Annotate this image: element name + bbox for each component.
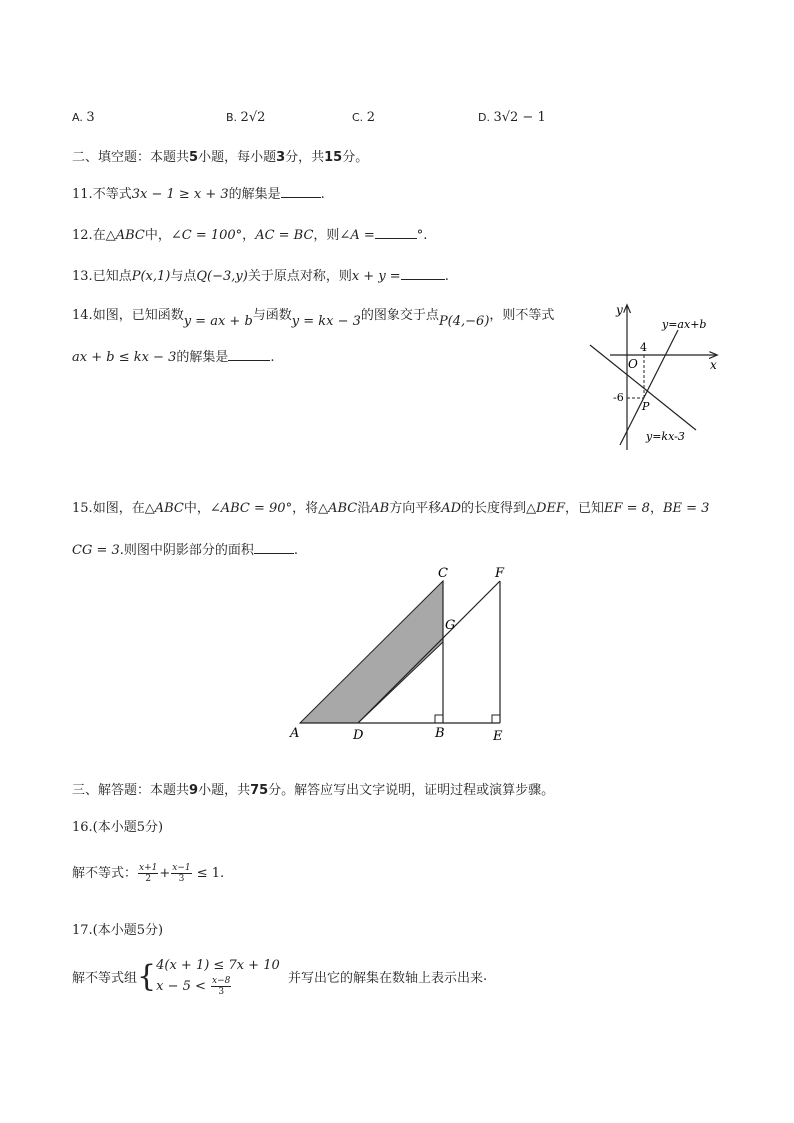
line-ax-plus-b <box>620 330 678 445</box>
question-15-line-2: CG = 3.则图中阴影部分的面积 . <box>72 539 298 558</box>
question-16: 解不等式： $\frac{x+1}{2}$ + $\frac{x-1}{3}$ ≤ 1. <box>72 863 225 884</box>
label-f: F <box>495 566 505 581</box>
option-d: D. 3√2 − 1 <box>478 110 546 125</box>
question-17-header: 17.(本小题5分) <box>72 923 164 938</box>
fraction-1: $\frac{x+1}{2}$ <box>139 863 158 884</box>
label-a: A <box>290 726 300 741</box>
option-a: A. 3 <box>72 110 95 125</box>
right-angle-b <box>435 715 443 723</box>
section-2-heading: 二、填空题：本题共5小题，每小题3分，共15分。 <box>72 150 369 165</box>
label-g: G <box>445 618 456 633</box>
fraction-3: $\frac{x-8}{3}$ <box>212 976 231 997</box>
graph-tick-y: -6 <box>613 391 624 404</box>
line-kx-minus-3 <box>590 345 696 430</box>
question-15-line-1: 15.如图，在△ABC中，∠ABC = 90°，将△ABC沿AB方向平移AD的长度得到△DEF，已知EF = 8，BE = 3 <box>72 501 710 516</box>
label-d: D <box>353 728 364 743</box>
graph-point-label: P <box>642 400 650 413</box>
answer-blank <box>228 347 270 361</box>
graph-line1-label: y=ax+b <box>662 318 707 331</box>
label-c: C <box>438 566 448 581</box>
shaded-region <box>300 581 443 723</box>
answer-blank <box>401 266 445 280</box>
question-14-line-2: ax + b ≤ kx − 3的解集是 . <box>72 346 275 365</box>
question-13: 13.已知点P(x,1)与点Q(−3,y)关于原点对称，则x + y = . <box>72 265 449 284</box>
answer-blank <box>281 184 321 198</box>
graph-origin-label: O <box>628 357 638 371</box>
system-brace: { <box>137 958 157 994</box>
graph-line2-label: y=kx-3 <box>646 430 685 443</box>
question-12: 12.在△ABC中，∠C = 100°，AC = BC，则∠A = °. <box>72 224 427 243</box>
question-16-header: 16.(本小题5分) <box>72 820 164 835</box>
graph-x-label: x <box>710 358 717 372</box>
section-3-heading: 三、解答题：本题共9小题，共75分。解答应写出文字说明，证明过程或演算步骤。 <box>72 783 555 798</box>
fraction-2: $\frac{x-1}{3}$ <box>172 863 191 884</box>
answer-blank <box>375 225 417 239</box>
question-11: 11.不等式3x − 1 ≥ x + 3的解集是 . <box>72 183 325 202</box>
question-14-graph <box>580 300 730 460</box>
label-e: E <box>493 729 503 744</box>
label-b: B <box>435 726 445 741</box>
inequality-system: 4(x + 1) ≤ 7x + 10 x − 5 < $\frac{x-8}{3}$ <box>156 958 280 997</box>
answer-blank <box>254 540 294 554</box>
right-angle-e <box>492 715 500 723</box>
graph-y-label: y <box>616 303 623 317</box>
graph-tick-x: 4 <box>640 341 647 354</box>
option-c: C. 2 <box>352 110 375 125</box>
question-15-figure <box>280 565 520 750</box>
question-14-line-1: 14.如图，已知函数y = ax + b与函数y = kx − 3的图象交于点P(4,−6)，则不等式 <box>72 308 555 329</box>
option-b: B. 2√2 <box>226 110 266 125</box>
question-17: 解不等式组{ 4(x + 1) ≤ 7x + 10 x − 5 < $\frac{x-8}{3}$ 并写出它的解集在数轴上表示出来. <box>72 958 488 997</box>
